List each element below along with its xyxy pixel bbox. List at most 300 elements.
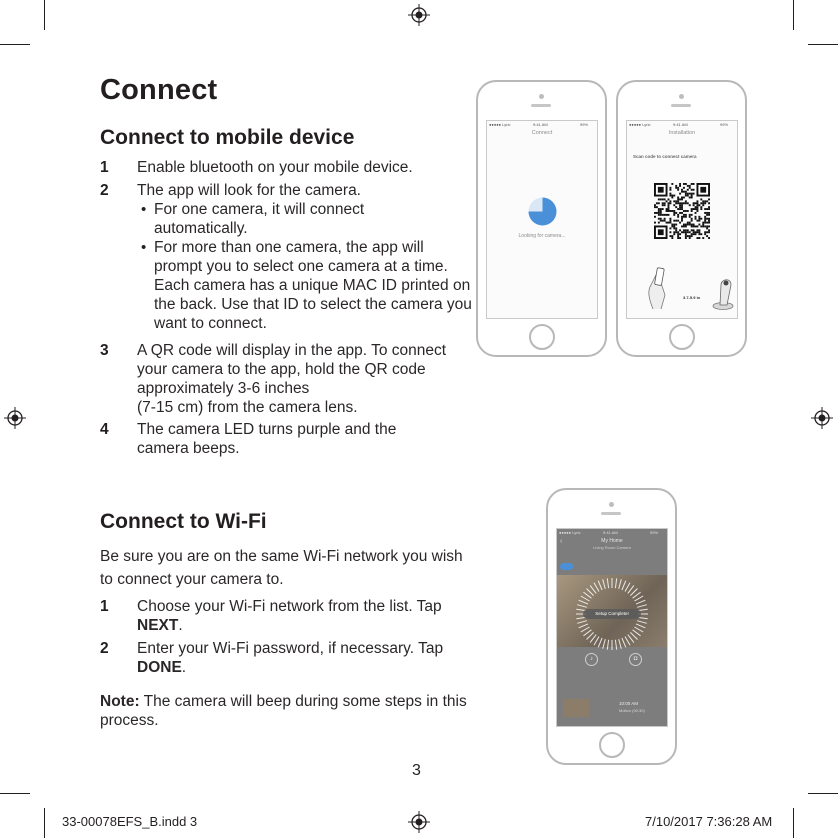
qr-module bbox=[673, 227, 675, 229]
crop-mark bbox=[44, 0, 45, 30]
qr-module bbox=[677, 197, 679, 199]
qr-module bbox=[691, 235, 693, 237]
qr-module bbox=[693, 225, 695, 227]
phone-screen bbox=[556, 528, 668, 727]
qr-module bbox=[669, 235, 671, 237]
qr-module bbox=[708, 220, 710, 222]
qr-module bbox=[706, 231, 708, 233]
qr-module bbox=[689, 231, 691, 233]
burst-ray bbox=[577, 621, 587, 624]
qr-module bbox=[679, 204, 681, 206]
step-number: 1 bbox=[100, 159, 109, 176]
qr-module bbox=[660, 198, 662, 200]
qr-module bbox=[689, 214, 691, 216]
qr-module bbox=[704, 208, 706, 210]
qr-module bbox=[671, 197, 673, 199]
qr-module bbox=[689, 235, 691, 237]
step-number: 2 bbox=[100, 182, 109, 199]
qr-module bbox=[683, 225, 685, 227]
qr-module bbox=[706, 212, 708, 214]
qr-module bbox=[658, 214, 660, 216]
qr-module bbox=[679, 222, 681, 224]
qr-module bbox=[687, 189, 689, 191]
qr-module bbox=[693, 208, 695, 210]
qr-module bbox=[656, 206, 658, 208]
hand-holding-phone-icon bbox=[643, 265, 675, 311]
qr-module bbox=[698, 220, 700, 222]
qr-module bbox=[671, 235, 673, 237]
qr-module bbox=[664, 198, 666, 200]
qr-module bbox=[662, 204, 664, 206]
qr-module bbox=[708, 225, 710, 227]
registration-mark-icon bbox=[408, 811, 430, 833]
distance-label: 3.7-5.9 in bbox=[683, 295, 701, 300]
burst-ray bbox=[579, 600, 588, 604]
microphone-button[interactable]: ♪ bbox=[585, 653, 598, 666]
qr-module bbox=[658, 187, 664, 193]
qr-module bbox=[664, 218, 666, 220]
registration-mark-icon bbox=[811, 407, 833, 429]
qr-module bbox=[668, 206, 670, 208]
qr-module bbox=[681, 208, 683, 210]
qr-module bbox=[679, 233, 681, 235]
crop-mark bbox=[0, 44, 30, 45]
toggle-switch[interactable] bbox=[560, 563, 573, 570]
qr-module bbox=[660, 214, 662, 216]
qr-module bbox=[702, 204, 704, 206]
qr-module bbox=[675, 202, 677, 204]
setup-complete-badge: Setup Complete! bbox=[583, 609, 641, 619]
qr-module bbox=[704, 222, 706, 224]
qr-module bbox=[687, 235, 689, 237]
step-text: The app will look for the camera. bbox=[137, 182, 361, 199]
qr-module bbox=[704, 212, 706, 214]
burst-ray bbox=[625, 583, 630, 592]
qr-module bbox=[675, 220, 677, 222]
qr-module bbox=[691, 220, 693, 222]
qr-module bbox=[673, 225, 675, 227]
crop-mark bbox=[808, 44, 838, 45]
event-time: 10:00 AM bbox=[619, 701, 639, 706]
qr-module bbox=[681, 225, 683, 227]
qr-module bbox=[679, 193, 681, 195]
qr-module bbox=[675, 229, 677, 231]
bullet-icon: • bbox=[141, 201, 147, 218]
qr-module bbox=[673, 214, 675, 216]
qr-module bbox=[698, 216, 700, 218]
qr-module bbox=[695, 233, 697, 235]
qr-module bbox=[671, 195, 673, 197]
qr-module bbox=[681, 204, 683, 206]
qr-module bbox=[689, 187, 691, 189]
burst-ray bbox=[633, 630, 641, 636]
status-battery: 99% bbox=[650, 530, 659, 535]
qr-module bbox=[668, 198, 670, 200]
qr-module bbox=[685, 216, 687, 218]
phone-camera-icon bbox=[609, 502, 614, 507]
qr-module bbox=[664, 204, 666, 206]
qr-module bbox=[677, 220, 679, 222]
back-chevron-icon[interactable]: ‹ bbox=[560, 538, 563, 545]
qr-module bbox=[658, 222, 660, 224]
qr-module bbox=[695, 225, 697, 227]
bullet-text: For one camera, it will connect automatically. bbox=[154, 201, 365, 237]
wifi-intro: Be sure you are on the same Wi-Fi network you wish to connect your camera to. bbox=[100, 548, 463, 588]
qr-module bbox=[683, 191, 685, 193]
qr-module bbox=[664, 220, 666, 222]
qr-module bbox=[704, 225, 706, 227]
phone-camera-icon bbox=[679, 94, 684, 99]
qr-module bbox=[691, 224, 693, 226]
status-battery: 99% bbox=[580, 122, 589, 127]
crop-mark bbox=[0, 793, 30, 794]
step-text: The camera LED turns purple and the camera beeps. bbox=[137, 421, 397, 457]
qr-module bbox=[687, 185, 689, 187]
qr-module bbox=[681, 212, 683, 214]
qr-module bbox=[658, 218, 660, 220]
burst-ray bbox=[633, 592, 641, 598]
progress-pie-icon bbox=[527, 196, 558, 227]
burst-ray bbox=[590, 635, 596, 643]
qr-module bbox=[702, 202, 704, 204]
status-time: 9:41 AM bbox=[603, 530, 618, 535]
phone-camera-icon bbox=[539, 94, 544, 99]
qr-module bbox=[683, 202, 685, 204]
home-title: My Home bbox=[601, 538, 623, 544]
note: Note: The camera will beep during some steps in this process. bbox=[100, 693, 467, 729]
section-heading-wifi: Connect to Wi-Fi bbox=[100, 510, 267, 533]
qr-module bbox=[677, 231, 679, 233]
qr-module bbox=[706, 218, 708, 220]
qr-module bbox=[685, 183, 687, 185]
qr-module bbox=[666, 214, 668, 216]
qr-module bbox=[687, 195, 689, 197]
qr-module bbox=[679, 208, 681, 210]
qr-module bbox=[669, 220, 671, 222]
qr-module bbox=[696, 200, 698, 202]
qr-module bbox=[704, 233, 706, 235]
qr-module bbox=[658, 229, 664, 235]
qr-module bbox=[673, 231, 675, 233]
phone-installation bbox=[616, 80, 747, 357]
qr-module bbox=[677, 200, 679, 202]
phone-screen bbox=[626, 120, 738, 319]
qr-module bbox=[700, 233, 702, 235]
qr-module bbox=[691, 229, 693, 231]
status-text: Looking for camera... bbox=[518, 233, 566, 239]
qr-module bbox=[687, 229, 689, 231]
burst-ray bbox=[579, 624, 588, 628]
qr-module bbox=[683, 183, 685, 185]
qr-module bbox=[689, 216, 691, 218]
burst-ray bbox=[577, 605, 587, 608]
qr-module bbox=[689, 193, 691, 195]
qr-module bbox=[675, 212, 677, 214]
crop-mark bbox=[808, 793, 838, 794]
qr-module bbox=[706, 235, 708, 237]
qr-module bbox=[695, 231, 697, 233]
home-button bbox=[599, 732, 625, 758]
qr-module bbox=[698, 231, 700, 233]
qr-module bbox=[685, 200, 687, 202]
qr-module bbox=[671, 210, 673, 212]
phone-setup-complete bbox=[546, 488, 677, 765]
status-battery: 99% bbox=[720, 122, 729, 127]
qr-module bbox=[662, 202, 664, 204]
burst-ray bbox=[619, 639, 622, 649]
bullet-text: For more than one camera, the app will prompt you to select one camera at a time. Each camera has a unique MAC ID printed on the back. Use that ID to select the camera you want to connect. bbox=[154, 239, 472, 332]
qr-module bbox=[687, 193, 689, 195]
qr-module bbox=[696, 208, 698, 210]
qr-module bbox=[669, 218, 671, 220]
qr-module bbox=[696, 237, 698, 239]
qr-module bbox=[698, 224, 700, 226]
qr-module bbox=[683, 231, 685, 233]
qr-module bbox=[687, 222, 689, 224]
qr-module bbox=[708, 198, 710, 200]
qr-module bbox=[660, 218, 662, 220]
qr-module bbox=[668, 222, 670, 224]
qr-module bbox=[708, 202, 710, 204]
qr-module bbox=[679, 229, 681, 231]
qr-module bbox=[704, 202, 706, 204]
qr-module bbox=[654, 222, 656, 224]
qr-module bbox=[677, 202, 679, 204]
qr-module bbox=[662, 220, 664, 222]
qr-module bbox=[681, 218, 683, 220]
qr-module bbox=[700, 202, 702, 204]
registration-mark-icon bbox=[408, 4, 430, 26]
qr-module bbox=[681, 189, 683, 191]
phone-screen bbox=[486, 120, 598, 319]
scan-instruction: Scan code to connect camera bbox=[633, 154, 697, 159]
qr-module bbox=[677, 208, 679, 210]
crop-mark bbox=[44, 808, 45, 838]
qr-module bbox=[668, 208, 670, 210]
burst-ray bbox=[594, 583, 599, 592]
qr-module bbox=[696, 225, 698, 227]
qr-module bbox=[693, 229, 695, 231]
qr-module bbox=[669, 200, 671, 202]
qr-module bbox=[679, 202, 681, 204]
status-time: 9:41 AM bbox=[673, 122, 688, 127]
qr-module bbox=[685, 233, 687, 235]
step-number: 4 bbox=[100, 421, 109, 438]
qr-module bbox=[683, 216, 685, 218]
qr-module bbox=[685, 210, 687, 212]
qr-module bbox=[695, 216, 697, 218]
qr-module bbox=[695, 202, 697, 204]
qr-module bbox=[658, 210, 660, 212]
qr-module bbox=[673, 224, 675, 226]
qr-module bbox=[708, 231, 710, 233]
qr-module bbox=[687, 224, 689, 226]
qr-module bbox=[696, 204, 698, 206]
snapshot-button[interactable]: ◘ bbox=[629, 653, 642, 666]
qr-module bbox=[658, 208, 660, 210]
qr-module bbox=[669, 222, 671, 224]
qr-module bbox=[669, 231, 671, 233]
burst-ray bbox=[615, 640, 616, 650]
qr-module bbox=[681, 220, 683, 222]
qr-module bbox=[668, 202, 670, 204]
qr-module bbox=[708, 222, 710, 224]
qr-module bbox=[689, 204, 691, 206]
qr-module bbox=[662, 214, 664, 216]
crop-mark bbox=[793, 808, 794, 838]
qr-module bbox=[685, 237, 687, 239]
qr-module bbox=[658, 202, 660, 204]
event-thumbnail[interactable] bbox=[563, 699, 589, 717]
qr-module bbox=[698, 218, 700, 220]
qr-module bbox=[668, 214, 670, 216]
qr-module bbox=[675, 231, 677, 233]
qr-module bbox=[656, 212, 658, 214]
phone-connect bbox=[476, 80, 607, 357]
section-heading-mobile: Connect to mobile device bbox=[100, 126, 355, 149]
qr-module bbox=[660, 220, 662, 222]
qr-module bbox=[675, 206, 677, 208]
qr-module bbox=[689, 222, 691, 224]
qr-module bbox=[696, 231, 698, 233]
footer-timestamp: 7/10/2017 7:36:28 AM bbox=[645, 814, 773, 829]
burst-ray bbox=[603, 639, 606, 649]
qr-module bbox=[696, 202, 698, 204]
qr-module bbox=[693, 204, 695, 206]
qr-module bbox=[691, 195, 693, 197]
qr-module bbox=[669, 195, 671, 197]
qr-module bbox=[679, 185, 681, 187]
qr-module bbox=[691, 225, 693, 227]
qr-module bbox=[708, 214, 710, 216]
qr-module bbox=[675, 187, 677, 189]
qr-module bbox=[677, 189, 679, 191]
qr-module bbox=[706, 214, 708, 216]
qr-module bbox=[698, 237, 700, 239]
qr-module bbox=[681, 191, 683, 193]
status-time: 9:41 AM bbox=[533, 122, 548, 127]
burst-ray bbox=[630, 589, 637, 596]
qr-module bbox=[706, 200, 708, 202]
qr-module bbox=[679, 198, 681, 200]
qr-module bbox=[669, 227, 671, 229]
qr-module bbox=[666, 210, 668, 212]
qr-module bbox=[677, 214, 679, 216]
qr-module bbox=[698, 229, 700, 231]
burst-ray bbox=[581, 596, 590, 601]
qr-module bbox=[671, 237, 673, 239]
qr-module bbox=[666, 222, 668, 224]
qr-module bbox=[702, 224, 704, 226]
burst-ray bbox=[635, 627, 644, 632]
qr-module bbox=[708, 206, 710, 208]
qr-module bbox=[669, 187, 671, 189]
qr-module bbox=[706, 222, 708, 224]
qr-module bbox=[696, 229, 698, 231]
qr-module bbox=[683, 187, 685, 189]
qr-module bbox=[673, 195, 675, 197]
qr-module bbox=[679, 206, 681, 208]
qr-module bbox=[708, 218, 710, 220]
qr-module bbox=[689, 197, 691, 199]
burst-ray bbox=[636, 624, 645, 628]
burst-ray bbox=[619, 579, 622, 589]
home-button bbox=[669, 324, 695, 350]
qr-module bbox=[673, 212, 675, 214]
qr-module bbox=[685, 225, 687, 227]
qr-module bbox=[660, 212, 662, 214]
qr-module bbox=[683, 229, 685, 231]
qr-module bbox=[687, 202, 689, 204]
qr-module bbox=[679, 212, 681, 214]
qr-code-icon bbox=[654, 183, 710, 239]
qr-module bbox=[654, 206, 656, 208]
qr-module bbox=[677, 235, 679, 237]
qr-module bbox=[693, 202, 695, 204]
qr-module bbox=[681, 206, 683, 208]
qr-module bbox=[673, 204, 675, 206]
burst-ray bbox=[598, 638, 602, 647]
qr-module bbox=[691, 218, 693, 220]
qr-module bbox=[685, 193, 687, 195]
burst-ray bbox=[583, 630, 591, 636]
qr-module bbox=[669, 193, 671, 195]
qr-module bbox=[691, 210, 693, 212]
qr-module bbox=[669, 202, 671, 204]
qr-module bbox=[685, 224, 687, 226]
qr-module bbox=[671, 225, 673, 227]
screen-header: Installation bbox=[668, 130, 696, 136]
qr-module bbox=[685, 235, 687, 237]
qr-module bbox=[685, 202, 687, 204]
qr-module bbox=[681, 231, 683, 233]
qr-module bbox=[669, 189, 671, 191]
qr-module bbox=[706, 208, 708, 210]
qr-module bbox=[673, 220, 675, 222]
qr-module bbox=[693, 231, 695, 233]
step-number: 1 bbox=[100, 598, 109, 615]
burst-ray bbox=[594, 637, 599, 646]
burst-ray bbox=[590, 585, 596, 593]
qr-module bbox=[693, 183, 695, 185]
burst-ray bbox=[635, 596, 644, 601]
status-carrier: ●●●●● Lyric bbox=[489, 122, 511, 127]
burst-ray bbox=[636, 600, 645, 604]
qr-module bbox=[704, 200, 706, 202]
qr-module bbox=[695, 212, 697, 214]
step-text: Enter your Wi-Fi password, if necessary. Tap DONE. bbox=[137, 640, 444, 676]
qr-module bbox=[702, 222, 704, 224]
qr-module bbox=[702, 225, 704, 227]
qr-module bbox=[681, 202, 683, 204]
home-button bbox=[529, 324, 555, 350]
qr-module bbox=[677, 237, 679, 239]
qr-module bbox=[693, 189, 695, 191]
qr-module bbox=[687, 210, 689, 212]
registration-mark-icon bbox=[4, 407, 26, 429]
qr-module bbox=[691, 183, 693, 185]
burst-ray bbox=[603, 579, 606, 589]
phone-speaker bbox=[601, 512, 621, 515]
phone-speaker bbox=[671, 104, 691, 107]
step-text-continued: (7-15 cm) from the camera lens. bbox=[137, 399, 358, 416]
qr-module bbox=[704, 216, 706, 218]
phone-speaker bbox=[531, 104, 551, 107]
qr-module bbox=[658, 198, 660, 200]
qr-module bbox=[706, 227, 708, 229]
qr-module bbox=[695, 218, 697, 220]
qr-module bbox=[704, 231, 706, 233]
